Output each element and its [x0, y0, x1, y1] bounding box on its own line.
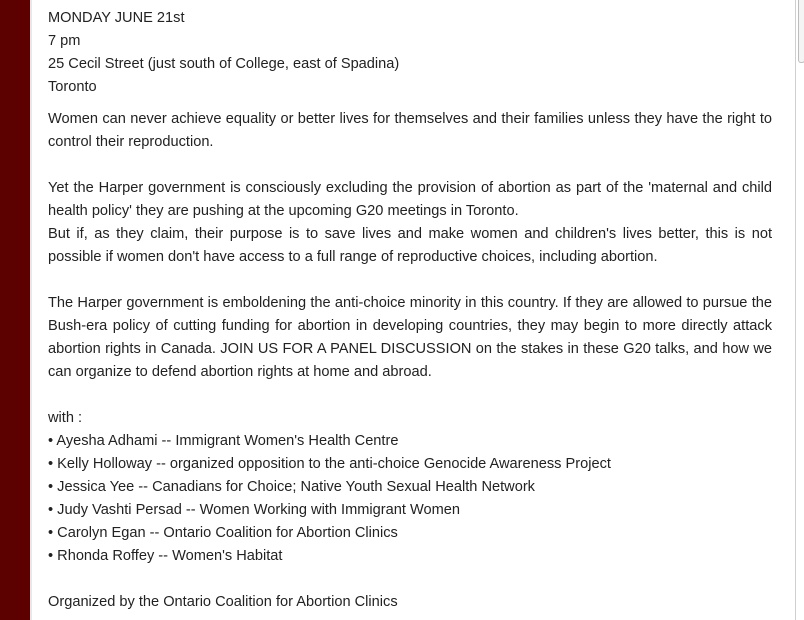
event-city: Toronto	[48, 79, 97, 95]
spacer	[48, 99, 772, 108]
scrollbar-thumb[interactable]	[798, 0, 804, 63]
organizer-line: Organized by the Ontario Coalition for Abortion Clinics	[48, 594, 398, 610]
spacer	[48, 269, 772, 292]
event-post-content	[48, 7, 772, 614]
event-date: MONDAY JUNE 21st	[48, 10, 185, 26]
event-time: 7 pm	[48, 33, 81, 49]
speaker-item: • Carolyn Egan -- Ontario Coalition for Abortion Clinics	[48, 525, 398, 541]
speaker-item: • Ayesha Adhami -- Immigrant Women's Health Centre	[48, 433, 399, 449]
speaker-item: • Judy Vashti Persad -- Women Working with Immigrant Women	[48, 502, 460, 518]
left-sidebar-edge	[30, 0, 32, 620]
speaker-item: • Rhonda Roffey -- Women's Habitat	[48, 548, 283, 564]
spacer	[48, 154, 772, 177]
paragraph-intro: Women can never achieve equality or better lives for themselves and their families unless they have the right to control their reproduction.	[48, 111, 772, 150]
speaker-item: • Kelly Holloway -- organized opposition to the anti-choice Genocide Awareness Project	[48, 456, 611, 472]
speakers-list	[48, 430, 772, 568]
left-sidebar-bar	[0, 0, 30, 620]
spacer	[48, 384, 772, 407]
spacer	[48, 568, 772, 591]
paragraph-save-lives: But if, as they claim, their purpose is to save lives and make women and children's lives better, this is not possible if women don't have access to a full range of reproductive choices, including abortion.	[48, 226, 772, 265]
speaker-item: • Jessica Yee -- Canadians for Choice; Native Youth Sexual Health Network	[48, 479, 535, 495]
paragraph-panel-discussion: The Harper government is emboldening the anti-choice minority in this country. If they are allowed to pursue the Bush-era policy of cutting funding for abortion in developing countries, they may begin to more directly attack abortion rights in Canada. JOIN US FOR A PANEL DISCUSSION on the stakes in these G20 talks, and how we can organize to defend abortion rights at home and abroad.	[48, 295, 772, 380]
event-address: 25 Cecil Street (just south of College, east of Spadina)	[48, 56, 400, 72]
paragraph-harper-excluding: Yet the Harper government is consciously excluding the provision of abortion as part of the 'maternal and child health policy' they are pushing at the upcoming G20 meetings in Toronto.	[48, 180, 772, 219]
scrollbar-track[interactable]	[795, 0, 804, 620]
speakers-intro: with :	[48, 410, 83, 426]
